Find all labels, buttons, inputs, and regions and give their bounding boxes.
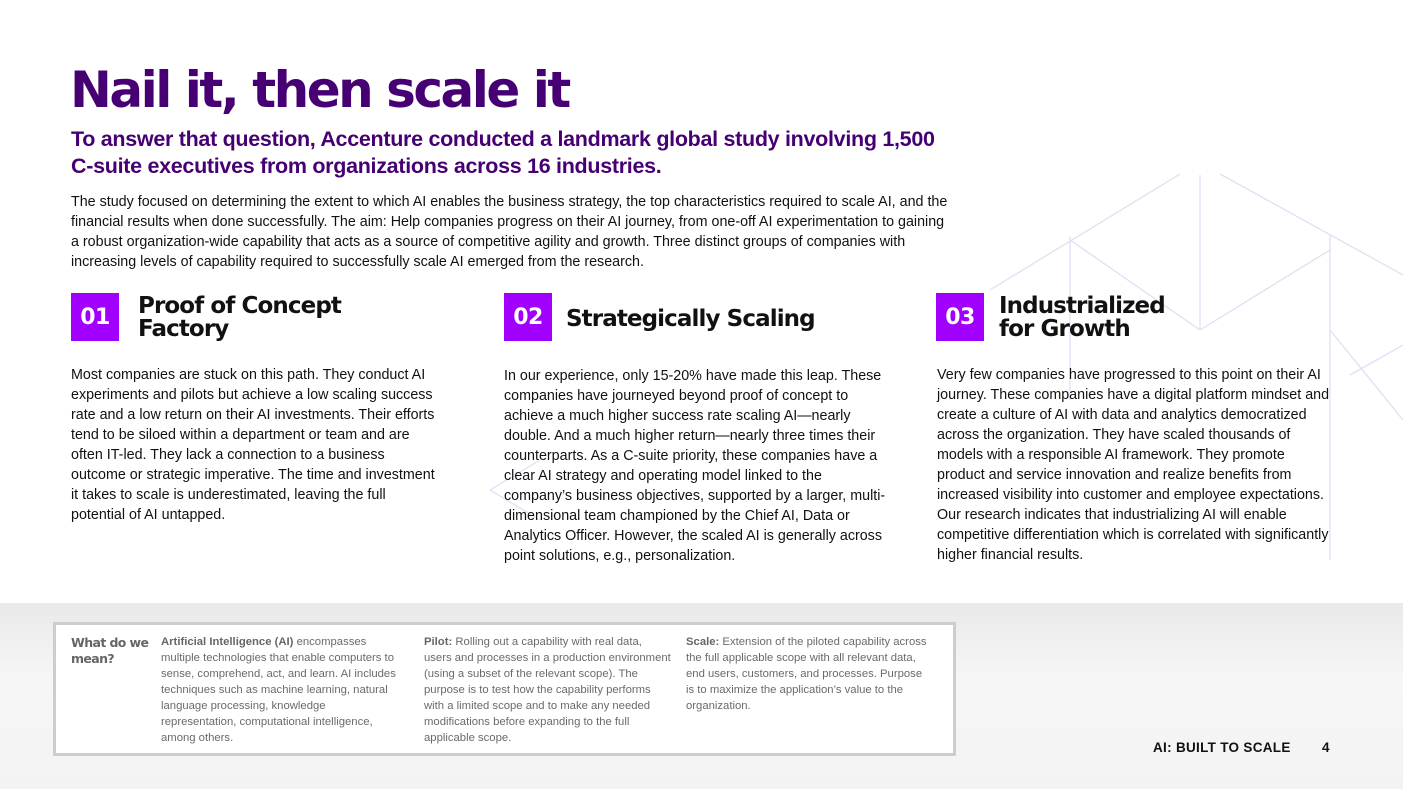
definition-ai [161, 634, 401, 746]
definition-term: Scale: [686, 636, 720, 648]
definition-term: Artificial Intelligence (AI) [161, 636, 294, 648]
number-badge: 02 [504, 293, 552, 341]
definitions-heading: What do we mean? [71, 635, 149, 666]
definition-text: encompasses multiple technologies that enable computers to sense, comprehend, act, and learn. AI includes techniques such as machine learning, natural language processing, knowledge representation, computational intelligence, among others. [161, 636, 396, 744]
number-badge: 03 [936, 293, 984, 341]
definition-term: Pilot: [424, 636, 453, 648]
number-badge: 01 [71, 293, 119, 341]
column-title [999, 295, 1165, 341]
column-body: In our experience, only 15-20% have made this leap. These companies have journeyed beyond proof of concept to achieve a much higher success rate scaling AI—nearly double. And a much higher return—nearly three times their counterparts. As a C-suite priority, these companies have a clear AI strategy and operating model linked to the company’s business objectives, supported by a larger, multi-dimensional team championed by the Chief AI, Data or Analytics Officer. However, the scaled AI is generally across point solutions, e.g., personalization. [504, 368, 886, 564]
column-title-line1: Proof of Concept [138, 293, 341, 319]
definition-text: Rolling out a capability with real data, users and processes in a production environment (using a subset of the relevant scope). The purpose is to test how the capability performs with a limited scope and to make any needed modifications before expanding to the full applicable scope. [424, 636, 671, 744]
column-title [138, 295, 341, 341]
definition-text: Extension of the piloted capability across the full applicable scope with all relevant data, end users, customers, and processes. Purpose is to maximize the application’s value to the organization. [686, 636, 927, 712]
column-title [566, 308, 815, 331]
column-title-line1: Strategically Scaling [566, 306, 815, 332]
intro-paragraph: The study focused on determining the extent to which AI enables the business strategy, the top characteristics required to scale AI, and the financial results when done successfully. The aim: Help companies progress on their AI journey, from one-off AI experimentation to gaining a robust organization-wide capability that acts as a source of competitive agility and growth. Three distinct groups of companies with increasing levels of capability required to successfully scale AI emerged from the research. [71, 194, 948, 270]
definition-scale [686, 634, 931, 714]
page-title: Nail it, then scale it [70, 61, 569, 119]
column-title-line2: for Growth [999, 316, 1130, 342]
column-body: Most companies are stuck on this path. They conduct AI experiments and pilots but achieve a low scaling success rate and a low return on their AI investments. Their efforts tend to be siloed within a department or team and are often IT-led. They lack a connection to a business outcome or strategic imperative. The time and investment it takes to scale is underestimated, leaving the full potential of AI untapped. [71, 367, 435, 523]
column-title-line2: Factory [138, 316, 229, 342]
page-number: 4 [1322, 740, 1330, 755]
footer-label: AI: BUILT TO SCALE [1153, 740, 1291, 755]
column-title-line1: Industrialized [999, 293, 1165, 319]
column-body: Very few companies have progressed to this point on their AI journey. These companies have a digital platform mindset and create a culture of AI with data and analytics democratized across the organization. They have scaled thousands of models with a responsible AI framework. They promote product and service innovation and realize benefits from increased visibility into customer and employee expectations. Our research indicates that industrializing AI will enable competitive differentiation which is correlated with significantly higher financial results. [937, 367, 1330, 563]
definition-pilot [424, 634, 672, 746]
page-subtitle: To answer that question, Accenture conducted a landmark global study involving 1,500 C-suite executives from organizations across 16 industries. [71, 127, 935, 178]
definitions-box [53, 622, 956, 756]
